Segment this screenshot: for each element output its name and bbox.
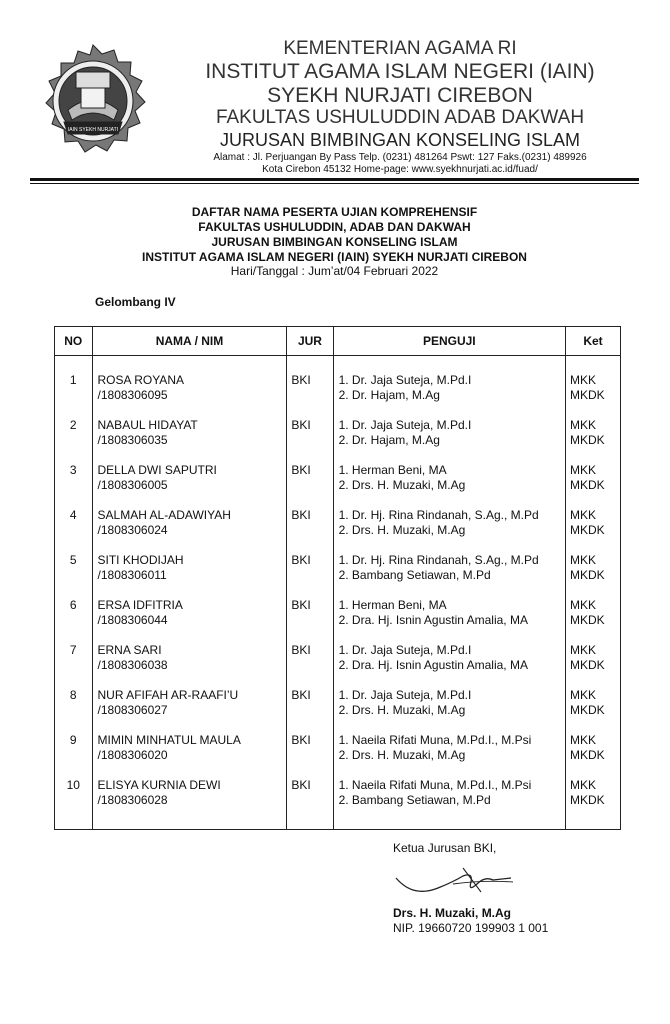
doc-title-department: JURUSAN BIMBINGAN KONSELING ISLAM (211, 235, 458, 249)
letterhead-faculty: FAKULTAS USHULUDDIN ADAB DAKWAH (215, 107, 585, 128)
row-ket2: MKDK (570, 478, 605, 492)
row-nim: /1808306028 (97, 793, 168, 807)
table-row (55, 688, 621, 733)
letterhead-ministry: KEMENTERIAN AGAMA RI (283, 38, 517, 59)
row-penguji1: 1. Dr. Hj. Rina Rindanah, S.Ag., M.Pd (338, 553, 539, 567)
header-examiners: PENGUJI (333, 327, 565, 356)
row-jur: BKI (291, 418, 311, 432)
row-nim: /1808306038 (97, 658, 168, 672)
row-no (55, 508, 93, 553)
row-penguji2: 2. Drs. H. Muzaki, M.Ag (338, 478, 466, 492)
row-penguji2: 2. Bambang Setiawan, M.Pd (338, 793, 491, 807)
row-penguji2: 2. Dra. Hj. Isnin Agustin Amalia, MA (338, 613, 528, 627)
table-row (55, 733, 621, 778)
table-row (55, 643, 621, 688)
row-ket2: MKDK (570, 523, 605, 537)
row-ket (566, 598, 621, 643)
row-examiners (333, 553, 565, 598)
row-jur: BKI (291, 643, 311, 657)
row-ket (566, 733, 621, 778)
row-ket1: MKK (570, 463, 597, 477)
row-penguji1: 1. Dr. Hj. Rina Rindanah, S.Ag., M.Pd (338, 508, 539, 522)
letterhead-institute: INSTITUT AGAMA ISLAM NEGERI (IAIN) (205, 60, 595, 83)
doc-title-institute: INSTITUT AGAMA ISLAM NEGERI (IAIN) SYEKH NURJATI CIREBON (142, 250, 527, 264)
row-name-nim (92, 553, 287, 598)
row-no: 4 (69, 508, 77, 522)
row-nama: ROSA ROYANA (97, 373, 184, 387)
signature-name: Drs. H. Muzaki, M.Ag (393, 906, 512, 920)
doc-title-faculty: FAKULTAS USHULUDDIN, ADAB DAN DAKWAH (198, 220, 471, 234)
row-penguji2: 2. Dra. Hj. Isnin Agustin Amalia, MA (338, 658, 528, 672)
signature-nip: NIP. 19660720 199903 1 001 (393, 921, 549, 935)
row-penguji1: 1. Naeila Rifati Muna, M.Pd.I., M.Psi (338, 778, 532, 792)
row-nim: /1808306044 (97, 613, 168, 627)
table-header-row (55, 327, 621, 356)
handwritten-signature (393, 858, 518, 903)
row-no (55, 778, 93, 830)
exam-date: Hari/Tanggal : Jum’at/04 Februari 2022 (230, 264, 439, 278)
row-penguji1: 1. Dr. Jaja Suteja, M.Pd.I (338, 373, 472, 387)
row-name-nim (92, 508, 287, 553)
row-examiners (333, 733, 565, 778)
row-ket1: MKK (570, 418, 597, 432)
row-ket2: MKDK (570, 703, 605, 717)
letterhead-city-homepage: Kota Cirebon 45132 Home-page: www.syekhnurjati.ac.id/fuad/ (262, 164, 538, 175)
row-examiners (333, 643, 565, 688)
row-no: 3 (69, 463, 77, 477)
row-jur (287, 598, 333, 643)
wave-label: Gelombang IV (95, 295, 176, 309)
row-examiners (333, 508, 565, 553)
row-no (55, 643, 93, 688)
row-ket1: MKK (570, 688, 597, 702)
row-jur (287, 508, 333, 553)
row-jur: BKI (291, 688, 311, 702)
header-name-nim: NAMA / NIM (92, 327, 287, 356)
row-ket1: MKK (570, 373, 597, 387)
row-ket1: MKK (570, 733, 597, 747)
row-penguji1: 1. Dr. Jaja Suteja, M.Pd.I (338, 643, 472, 657)
row-no: 8 (69, 688, 77, 702)
table-row (55, 508, 621, 553)
row-ket1: MKK (570, 598, 597, 612)
row-nama: DELLA DWI SAPUTRI (97, 463, 217, 477)
row-jur: BKI (291, 778, 311, 792)
letterhead-department: JURUSAN BIMBINGAN KONSELING ISLAM (219, 130, 581, 150)
row-nama: ERNA SARI (97, 643, 162, 657)
row-ket (566, 553, 621, 598)
row-ket1: MKK (570, 553, 597, 567)
row-name-nim (92, 598, 287, 643)
row-nim: /1808306024 (97, 523, 168, 537)
header-no: NO (55, 327, 93, 356)
signature-position: Ketua Jurusan BKI, (393, 841, 497, 855)
row-name-nim (92, 418, 287, 463)
row-penguji1: 1. Herman Beni, MA (338, 463, 447, 477)
row-ket2: MKDK (570, 793, 605, 807)
row-nama: SITI KHODIJAH (97, 553, 184, 567)
row-no: 2 (69, 418, 77, 432)
row-no: 6 (69, 598, 77, 612)
row-no (55, 356, 93, 419)
row-no: 10 (66, 778, 80, 792)
row-jur: BKI (291, 733, 311, 747)
participants-table (54, 326, 621, 830)
row-no (55, 688, 93, 733)
row-penguji2: 2. Drs. H. Muzaki, M.Ag (338, 523, 466, 537)
letterhead-campus: SYEKH NURJATI CIREBON (267, 84, 533, 107)
row-no (55, 733, 93, 778)
row-ket2: MKDK (570, 658, 605, 672)
table-row (55, 553, 621, 598)
row-nim: /1808306095 (97, 388, 168, 402)
table-row (55, 598, 621, 643)
row-name-nim (92, 643, 287, 688)
row-nama: ELISYA KURNIA DEWI (97, 778, 221, 792)
row-penguji1: 1. Herman Beni, MA (338, 598, 447, 612)
row-jur (287, 356, 333, 419)
row-nim: /1808306027 (97, 703, 168, 717)
row-ket (566, 508, 621, 553)
row-no: 5 (69, 553, 77, 567)
row-penguji2: 2. Bambang Setiawan, M.Pd (338, 568, 491, 582)
doc-title: DAFTAR NAMA PESERTA UJIAN KOMPREHENSIF (191, 205, 478, 219)
row-ket (566, 688, 621, 733)
row-nim: /1808306020 (97, 748, 168, 762)
row-penguji1: 1. Naeila Rifati Muna, M.Pd.I., M.Psi (338, 733, 532, 747)
row-penguji1: 1. Dr. Jaja Suteja, M.Pd.I (338, 418, 472, 432)
row-ket2: MKDK (570, 388, 605, 402)
row-name-nim (92, 733, 287, 778)
svg-text:IAIN SYEKH NURJATI: IAIN SYEKH NURJATI (67, 127, 119, 133)
row-penguji2: 2. Dr. Hajam, M.Ag (338, 388, 440, 402)
row-name-nim (92, 463, 287, 508)
row-no: 7 (69, 643, 77, 657)
row-no (55, 463, 93, 508)
row-name-nim (92, 688, 287, 733)
row-examiners (333, 598, 565, 643)
row-nim: /1808306035 (97, 433, 168, 447)
row-jur: BKI (291, 553, 311, 567)
row-nim: /1808306005 (97, 478, 168, 492)
row-ket (566, 463, 621, 508)
row-examiners (333, 778, 565, 830)
row-jur (287, 553, 333, 598)
row-ket2: MKDK (570, 433, 605, 447)
letterhead-address: Alamat : Jl. Perjuangan By Pass Telp. (0231) 481264 Pswt: 127 Faks.(0231) 489926 (213, 152, 587, 163)
row-examiners (333, 418, 565, 463)
row-no (55, 598, 93, 643)
row-jur (287, 733, 333, 778)
row-nama: SALMAH AL-ADAWIYAH (97, 508, 231, 522)
row-jur (287, 778, 333, 830)
row-nim: /1808306011 (97, 568, 167, 582)
row-nama: MIMIN MINHATUL MAULA (97, 733, 241, 747)
row-ket1: MKK (570, 643, 597, 657)
row-ket (566, 643, 621, 688)
row-ket (566, 778, 621, 830)
row-ket1: MKK (570, 508, 597, 522)
row-jur: BKI (291, 598, 311, 612)
table-row (55, 778, 621, 830)
row-jur (287, 418, 333, 463)
row-nama: ERSA IDFITRIA (97, 598, 183, 612)
row-penguji2: 2. Drs. H. Muzaki, M.Ag (338, 748, 466, 762)
row-no: 1 (69, 373, 77, 387)
row-penguji2: 2. Drs. H. Muzaki, M.Ag (338, 703, 466, 717)
row-jur (287, 463, 333, 508)
row-no (55, 418, 93, 463)
row-no: 9 (69, 733, 77, 747)
row-no (55, 553, 93, 598)
row-nama: NABAUL HIDAYAT (97, 418, 198, 432)
row-jur: BKI (291, 508, 311, 522)
row-name-nim (92, 778, 287, 830)
row-penguji1: 1. Dr. Jaja Suteja, M.Pd.I (338, 688, 472, 702)
table-row (55, 418, 621, 463)
row-examiners (333, 356, 565, 419)
row-ket2: MKDK (570, 748, 605, 762)
row-penguji2: 2. Dr. Hajam, M.Ag (338, 433, 440, 447)
row-jur: BKI (291, 463, 311, 477)
table-row (55, 356, 621, 419)
row-examiners (333, 688, 565, 733)
table-row (55, 463, 621, 508)
header-jur: JUR (287, 327, 333, 356)
letterhead-divider-thin (30, 183, 639, 184)
row-jur (287, 643, 333, 688)
row-ket (566, 356, 621, 419)
letterhead-divider-thick (30, 178, 639, 181)
row-jur: BKI (291, 373, 311, 387)
row-examiners (333, 463, 565, 508)
row-ket1: MKK (570, 778, 597, 792)
row-ket (566, 418, 621, 463)
iain-logo (34, 42, 152, 160)
row-name-nim (92, 356, 287, 419)
header-ket: Ket (566, 327, 621, 356)
row-ket2: MKDK (570, 568, 605, 582)
row-jur (287, 688, 333, 733)
row-nama: NUR AFIFAH AR-RAAFI’U (97, 688, 239, 702)
row-ket2: MKDK (570, 613, 605, 627)
